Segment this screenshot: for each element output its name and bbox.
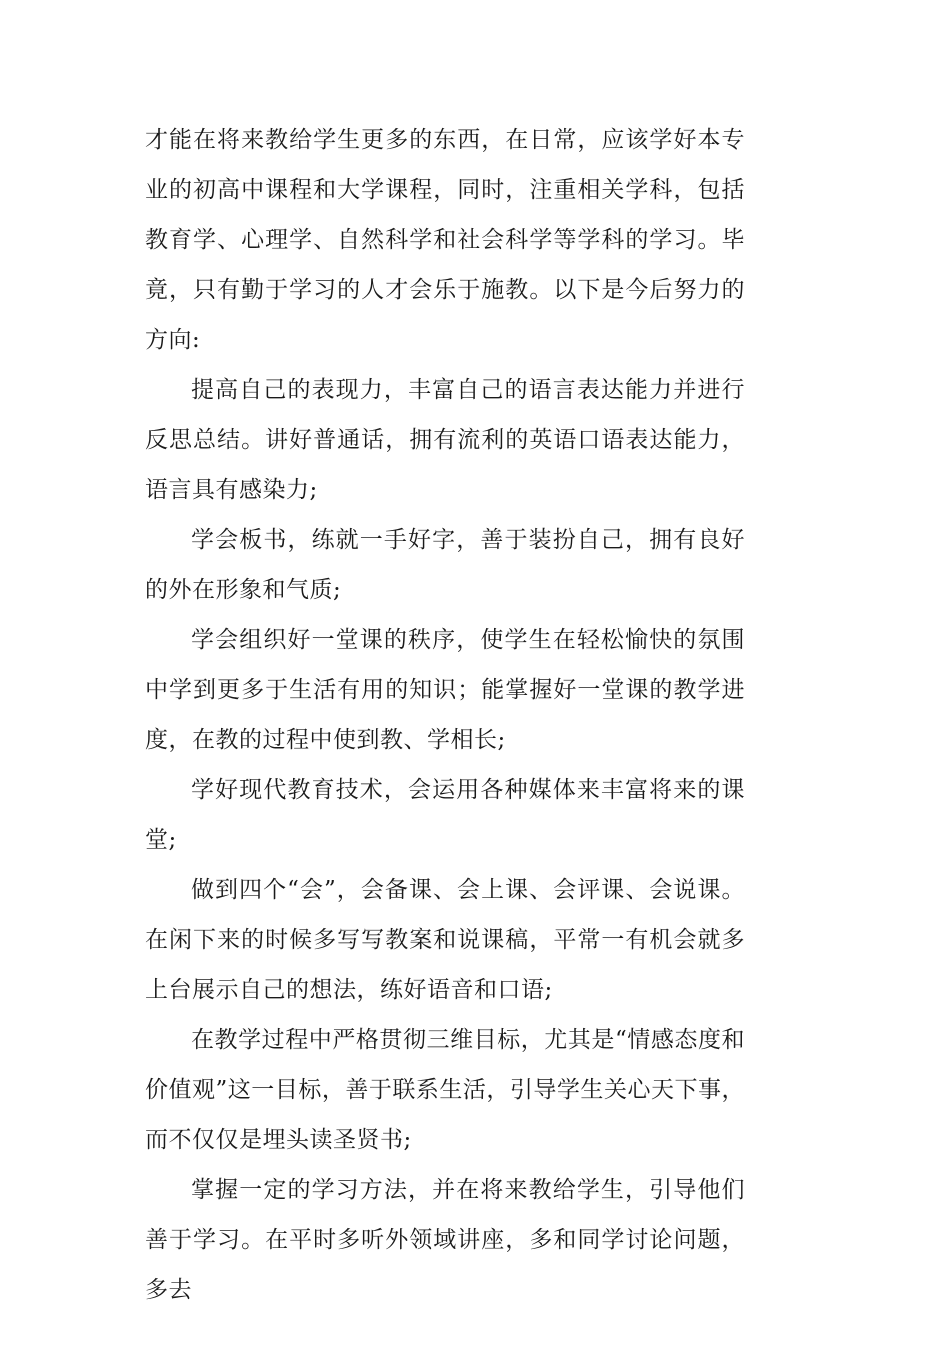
paragraph-classroom-order: 学会组织好一堂课的秩序，使学生在轻松愉快的氛围中学到更多于生活有用的知识；能掌握好一堂课的教学进度，在教的过程中使到教、学相长; — [145, 627, 745, 753]
paragraph-four-skills: 做到四个“会”，会备课、会上课、会评课、会说课。在闲下来的时候多写写教案和说课稿，平常一有机会就多上台展示自己的想法，练好语音和口语; — [145, 877, 745, 1003]
paragraph-continuation: 才能在将来教给学生更多的东西，在日常，应该学好本专业的初高中课程和大学课程，同时，注重相关学科，包括教育学、心理学、自然科学和社会科学等学科的学习。毕竟，只有勤于学习的人才会乐于施教。以下是今后努力的方向: — [145, 127, 745, 353]
paragraph-three-dimensional-goals: 在教学过程中严格贯彻三维目标，尤其是“情感态度和价值观”这一目标，善于联系生活，引导学生关心天下事，而不仅仅是埋头读圣贤书; — [145, 1027, 745, 1153]
paragraph-learning-methods: 掌握一定的学习方法，并在将来教给学生，引导他们善于学习。在平时多听外领域讲座，多和同学讨论问题，多去 — [145, 1177, 745, 1303]
document-body — [145, 115, 745, 1315]
paragraph-expressiveness: 提高自己的表现力，丰富自己的语言表达能力并进行反思总结。讲好普通话，拥有流利的英语口语表达能力，语言具有感染力; — [145, 377, 745, 503]
paragraph-blackboard-writing: 学会板书，练就一手好字，善于装扮自己，拥有良好的外在形象和气质; — [145, 527, 745, 603]
paragraph-education-technology: 学好现代教育技术，会运用各种媒体来丰富将来的课堂; — [145, 777, 745, 853]
